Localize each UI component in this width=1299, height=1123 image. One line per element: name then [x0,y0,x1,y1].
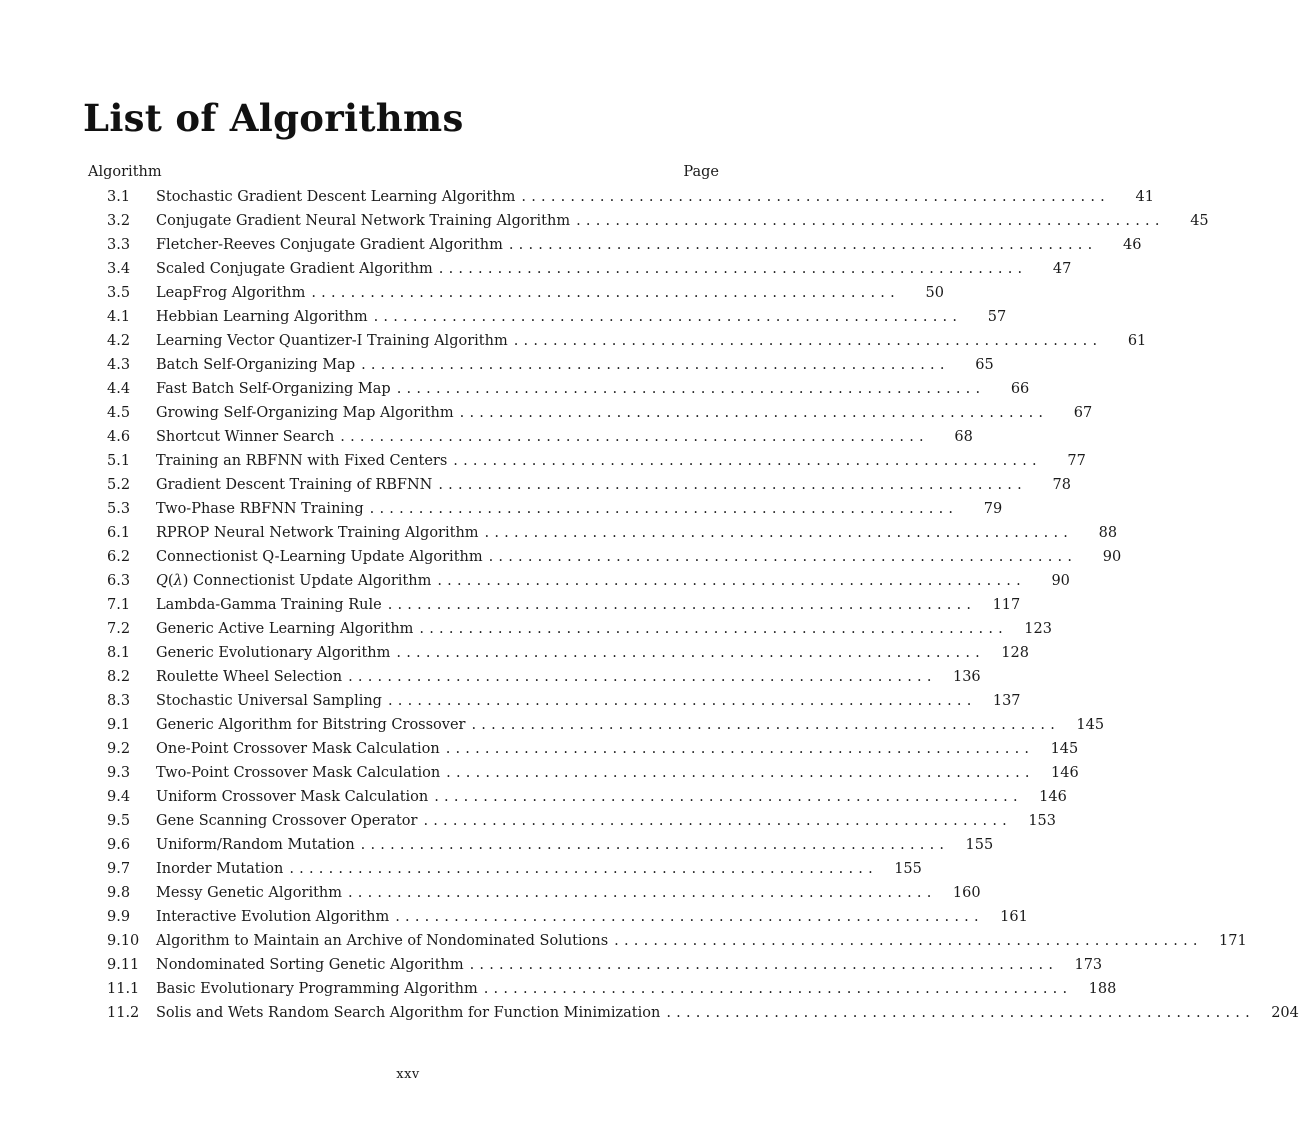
page-reference[interactable]: 155 [965,837,994,853]
list-entry[interactable] [88,593,1021,617]
algorithm-title[interactable]: Batch Self-Organizing Map [156,357,356,373]
page-reference[interactable]: 145 [1076,717,1105,733]
algorithm-title[interactable]: One-Point Crossover Mask Calculation [156,741,440,757]
algorithm-number: 9.5 [107,813,131,829]
algorithm-column-header: Algorithm [88,164,162,180]
algorithm-number: 6.1 [107,525,131,541]
list-entry[interactable] [88,905,1028,929]
dot-leader: ............................................................ [446,765,1035,781]
algorithm-title[interactable]: Inorder Mutation [156,861,284,877]
dot-leader: ............................................................ [373,309,963,325]
algorithm-title[interactable]: Roulette Wheel Selection [156,669,343,685]
page-reference[interactable]: 46 [1122,237,1142,253]
algorithm-number: 3.2 [107,213,131,229]
page-reference[interactable]: 78 [1052,477,1071,493]
page-reference[interactable]: 136 [952,669,981,685]
algorithm-title[interactable]: Scaled Conjugate Gradient Algorithm [156,261,433,277]
algorithm-title[interactable]: Solis and Wets Random Search Algorithm for Function Minimization [156,1005,661,1021]
list-entry[interactable] [88,929,1247,953]
list-entry[interactable] [88,833,994,857]
page-title: List of Algorithms [83,96,464,140]
algorithm-title-cell [156,521,1073,545]
dot-leader: ............................................................ [396,381,986,397]
algorithm-title[interactable]: Generic Active Learning Algorithm [156,621,414,637]
list-entry[interactable] [88,737,1079,761]
algorithm-number: 9.4 [107,789,131,805]
algorithm-title-cell [156,281,900,305]
dot-leader: ............................................................ [484,525,1074,541]
algorithm-title-cell [156,761,1035,785]
algorithm-title-cell [156,665,937,689]
algorithm-number: 8.2 [107,669,131,685]
algorithm-title[interactable]: Hebbian Learning Algorithm [156,309,368,325]
dot-leader: ............................................................ [289,861,878,877]
dot-leader: ............................................................ [348,669,937,685]
dot-leader: ............................................................ [348,885,937,901]
algorithm-title-cell [156,329,1102,353]
algorithm-title-cell [156,737,1034,761]
algorithm-title-cell [156,809,1012,833]
algorithm-title[interactable]: Algorithm to Maintain an Archive of Nondominated Solutions [156,933,609,949]
page-reference[interactable]: 41 [1135,189,1154,205]
algorithm-title-cell [156,1001,1255,1025]
list-entry[interactable] [88,665,981,689]
algorithm-title[interactable]: Generic Algorithm for Bitstring Crossover [156,717,466,733]
page-reference[interactable]: 117 [992,597,1021,613]
algorithm-title[interactable]: Learning Vector Quantizer-I Training Algorithm [156,333,508,349]
algorithm-number: 9.3 [107,765,131,781]
list-entry[interactable] [88,857,922,881]
algorithm-title-cell [156,497,958,521]
dot-leader: ............................................................ [369,501,959,517]
algorithm-number: 5.3 [107,501,131,517]
dot-leader: ............................................................ [508,237,1098,253]
page-reference[interactable]: 57 [987,309,1007,325]
page-reference[interactable]: 50 [925,285,944,301]
list-entry[interactable] [88,233,1142,257]
list-entry[interactable] [88,329,1147,353]
page-reference[interactable]: 153 [1028,813,1056,829]
algorithm-number: 4.5 [107,405,131,421]
algorithm-title-cell [156,209,1165,233]
algorithm-number: 5.2 [107,477,131,493]
page-reference[interactable]: 145 [1050,741,1079,757]
algorithm-title[interactable]: Fast Batch Self-Organizing Map [156,381,391,397]
algorithm-number: 9.2 [107,741,131,757]
dot-leader: ............................................................ [521,189,1110,205]
algorithm-title[interactable]: Gene Scanning Crossover Operator [156,813,418,829]
list-entry[interactable] [88,641,1029,665]
list-entry[interactable] [88,353,994,377]
algorithm-title-cell [156,977,1072,1001]
algorithm-number: 3.1 [107,189,131,205]
dot-leader: ............................................................ [423,813,1012,829]
algorithm-title-cell [156,569,1026,593]
page-reference[interactable]: 77 [1067,453,1086,469]
algorithm-number: 6.3 [107,573,131,589]
page-reference[interactable]: 90 [1051,573,1070,589]
list-entry[interactable] [88,377,1030,401]
page-reference[interactable]: 67 [1073,405,1093,421]
list-entry[interactable] [88,497,1003,521]
list-entry[interactable] [88,809,1056,833]
list-entry[interactable] [88,977,1117,1001]
dot-leader: ............................................................ [360,837,950,853]
algorithm-list [88,185,1299,1025]
algorithm-number: 4.4 [107,381,131,397]
list-entry[interactable] [88,209,1209,233]
list-entry[interactable] [88,281,944,305]
algorithm-number: 8.3 [107,693,131,709]
algorithm-number: 3.4 [107,261,131,277]
algorithm-title-cell [156,785,1023,809]
dot-leader: ............................................................ [513,333,1103,349]
algorithm-number: 9.1 [107,717,131,733]
algorithm-title-cell [156,713,1060,737]
list-entry[interactable] [88,545,1122,569]
algorithm-title-cell [156,833,949,857]
list-entry[interactable] [88,1001,1299,1025]
algorithm-title[interactable]: Q(λ) Connectionist Update Algorithm [156,573,432,589]
dot-leader: ............................................................ [483,981,1073,997]
page-reference[interactable]: 65 [975,357,994,373]
dot-leader: ............................................................ [488,549,1078,565]
dot-leader: ............................................................ [434,789,1023,805]
page-reference[interactable]: 79 [983,501,1003,517]
page-reference[interactable]: 47 [1052,261,1072,277]
algorithm-title-cell [156,881,937,905]
algorithm-title-cell [156,449,1042,473]
algorithm-number: 4.2 [107,333,131,349]
algorithm-title[interactable]: Messy Genetic Algorithm [156,885,342,901]
list-entry[interactable] [88,305,1007,329]
algorithm-number: 3.5 [107,285,131,301]
page-reference[interactable]: 204 [1271,1005,1299,1021]
list-entry[interactable] [88,881,981,905]
algorithm-title-cell [156,377,985,401]
page-reference[interactable]: 66 [1010,381,1030,397]
algorithm-title-cell [156,233,1097,257]
dot-leader: ............................................................ [453,453,1042,469]
list-entry[interactable] [88,401,1093,425]
page-reference[interactable]: 146 [1051,765,1079,781]
algorithm-title-cell [156,425,929,449]
algorithm-title-cell [156,857,878,881]
algorithm-number: 4.3 [107,357,131,373]
algorithm-title[interactable]: Stochastic Gradient Descent Learning Algorithm [156,189,516,205]
algorithm-title-cell [156,641,985,665]
algorithm-number: 4.1 [107,309,131,325]
algorithm-title-cell [156,401,1048,425]
algorithm-number: 11.1 [107,981,140,997]
algorithm-title[interactable]: Gradient Descent Training of RBFNN [156,477,433,493]
list-entry[interactable] [88,521,1118,545]
page-reference[interactable]: 90 [1102,549,1122,565]
dot-leader: ............................................................ [311,285,900,301]
algorithm-title[interactable]: Uniform/Random Mutation [156,837,355,853]
algorithm-title-cell [156,545,1077,569]
algorithm-number: 8.1 [107,645,131,661]
page-reference[interactable]: 160 [952,885,981,901]
algorithm-title-cell [156,473,1027,497]
page-reference[interactable]: 171 [1219,933,1247,949]
list-entry[interactable] [88,449,1086,473]
dot-leader: ............................................................ [361,357,950,373]
list-entry[interactable] [88,257,1072,281]
page-reference[interactable]: 128 [1001,645,1029,661]
algorithm-title-cell [156,929,1203,953]
algorithm-number: 11.2 [107,1005,140,1021]
algorithm-number: 7.2 [107,621,131,637]
algorithm-title[interactable]: Growing Self-Organizing Map Algorithm [156,405,454,421]
dot-leader: ............................................................ [396,645,985,661]
dot-leader: ............................................................ [576,213,1165,229]
algorithm-title-cell [156,257,1027,281]
algorithm-title[interactable]: Two-Phase RBFNN Training [156,501,364,517]
dot-leader: ............................................................ [387,597,977,613]
page-column-header: Page [683,164,719,180]
algorithm-title[interactable]: RPROP Neural Network Training Algorithm [156,525,479,541]
dot-leader: ............................................................ [437,573,1026,589]
algorithm-title[interactable]: Connectionist Q-Learning Update Algorithm [156,549,483,565]
page-reference[interactable]: 61 [1127,333,1147,349]
page-reference[interactable]: 188 [1088,981,1117,997]
dot-leader: ............................................................ [614,933,1203,949]
dot-leader: ............................................................ [340,429,929,445]
dot-leader: ............................................................ [445,741,1035,757]
list-entry[interactable] [88,761,1079,785]
algorithm-title-cell [156,353,950,377]
algorithm-number: 4.6 [107,429,131,445]
algorithm-number: 5.1 [107,453,131,469]
algorithm-title[interactable]: Generic Evolutionary Algorithm [156,645,391,661]
algorithm-number: 9.6 [107,837,131,853]
list-entry[interactable] [88,617,1052,641]
list-entry[interactable] [88,689,1021,713]
dot-leader: ............................................................ [387,693,977,709]
algorithm-title[interactable]: Lambda-Gamma Training Rule [156,597,382,613]
algorithm-title-cell [156,617,1008,641]
algorithm-number: 7.1 [107,597,131,613]
algorithm-title[interactable]: Conjugate Gradient Neural Network Training Algorithm [156,213,571,229]
algorithm-title-cell [156,953,1058,977]
dot-leader: ............................................................ [666,1005,1255,1021]
algorithm-title[interactable]: Two-Point Crossover Mask Calculation [156,765,441,781]
algorithm-number: 6.2 [107,549,131,565]
list-entry[interactable] [88,185,1154,209]
algorithm-number: 9.7 [107,861,131,877]
page-reference[interactable]: 173 [1074,957,1103,973]
algorithm-number: 9.10 [107,933,140,949]
algorithm-number: 9.11 [107,957,140,973]
page-reference[interactable]: 146 [1039,789,1067,805]
dot-leader: ............................................................ [459,405,1049,421]
algorithm-title[interactable]: Training an RBFNN with Fixed Centers [156,453,448,469]
algorithm-title-cell [156,689,977,713]
dot-leader: ............................................................ [469,957,1059,973]
algorithm-title-cell [156,905,984,929]
page-reference[interactable]: 45 [1190,213,1209,229]
list-entry[interactable] [88,785,1067,809]
page-number: xxv [396,1067,420,1082]
dot-leader: ............................................................ [471,717,1061,733]
dot-leader: ............................................................ [395,909,984,925]
list-entry[interactable] [88,425,973,449]
algorithm-title-cell [156,185,1110,209]
algorithm-number: 9.9 [107,909,131,925]
algorithm-title[interactable]: Fletcher-Reeves Conjugate Gradient Algorithm [156,237,503,253]
algorithm-title[interactable]: LeapFrog Algorithm [156,285,306,301]
algorithm-number: 3.3 [107,237,131,253]
page-reference[interactable]: 155 [894,861,922,877]
list-entry[interactable] [88,473,1071,497]
algorithm-title[interactable]: Basic Evolutionary Programming Algorithm [156,981,478,997]
algorithm-title[interactable]: Nondominated Sorting Genetic Algorithm [156,957,464,973]
page-reference[interactable]: 161 [1000,909,1028,925]
algorithm-title[interactable]: Interactive Evolution Algorithm [156,909,390,925]
page-reference[interactable]: 123 [1024,621,1052,637]
page-reference[interactable]: 68 [954,429,973,445]
page-reference[interactable]: 137 [992,693,1021,709]
page-reference[interactable]: 88 [1098,525,1118,541]
list-entry[interactable] [88,953,1103,977]
algorithm-title-cell [156,593,976,617]
algorithm-title-cell [156,305,962,329]
dot-leader: ............................................................ [438,261,1028,277]
algorithm-title[interactable]: Shortcut Winner Search [156,429,335,445]
dot-leader: ............................................................ [419,621,1008,637]
list-entry[interactable] [88,569,1070,593]
list-entry[interactable] [88,713,1105,737]
algorithm-title[interactable]: Stochastic Universal Sampling [156,693,382,709]
algorithm-number: 9.8 [107,885,131,901]
algorithm-title[interactable]: Uniform Crossover Mask Calculation [156,789,429,805]
dot-leader: ............................................................ [438,477,1027,493]
